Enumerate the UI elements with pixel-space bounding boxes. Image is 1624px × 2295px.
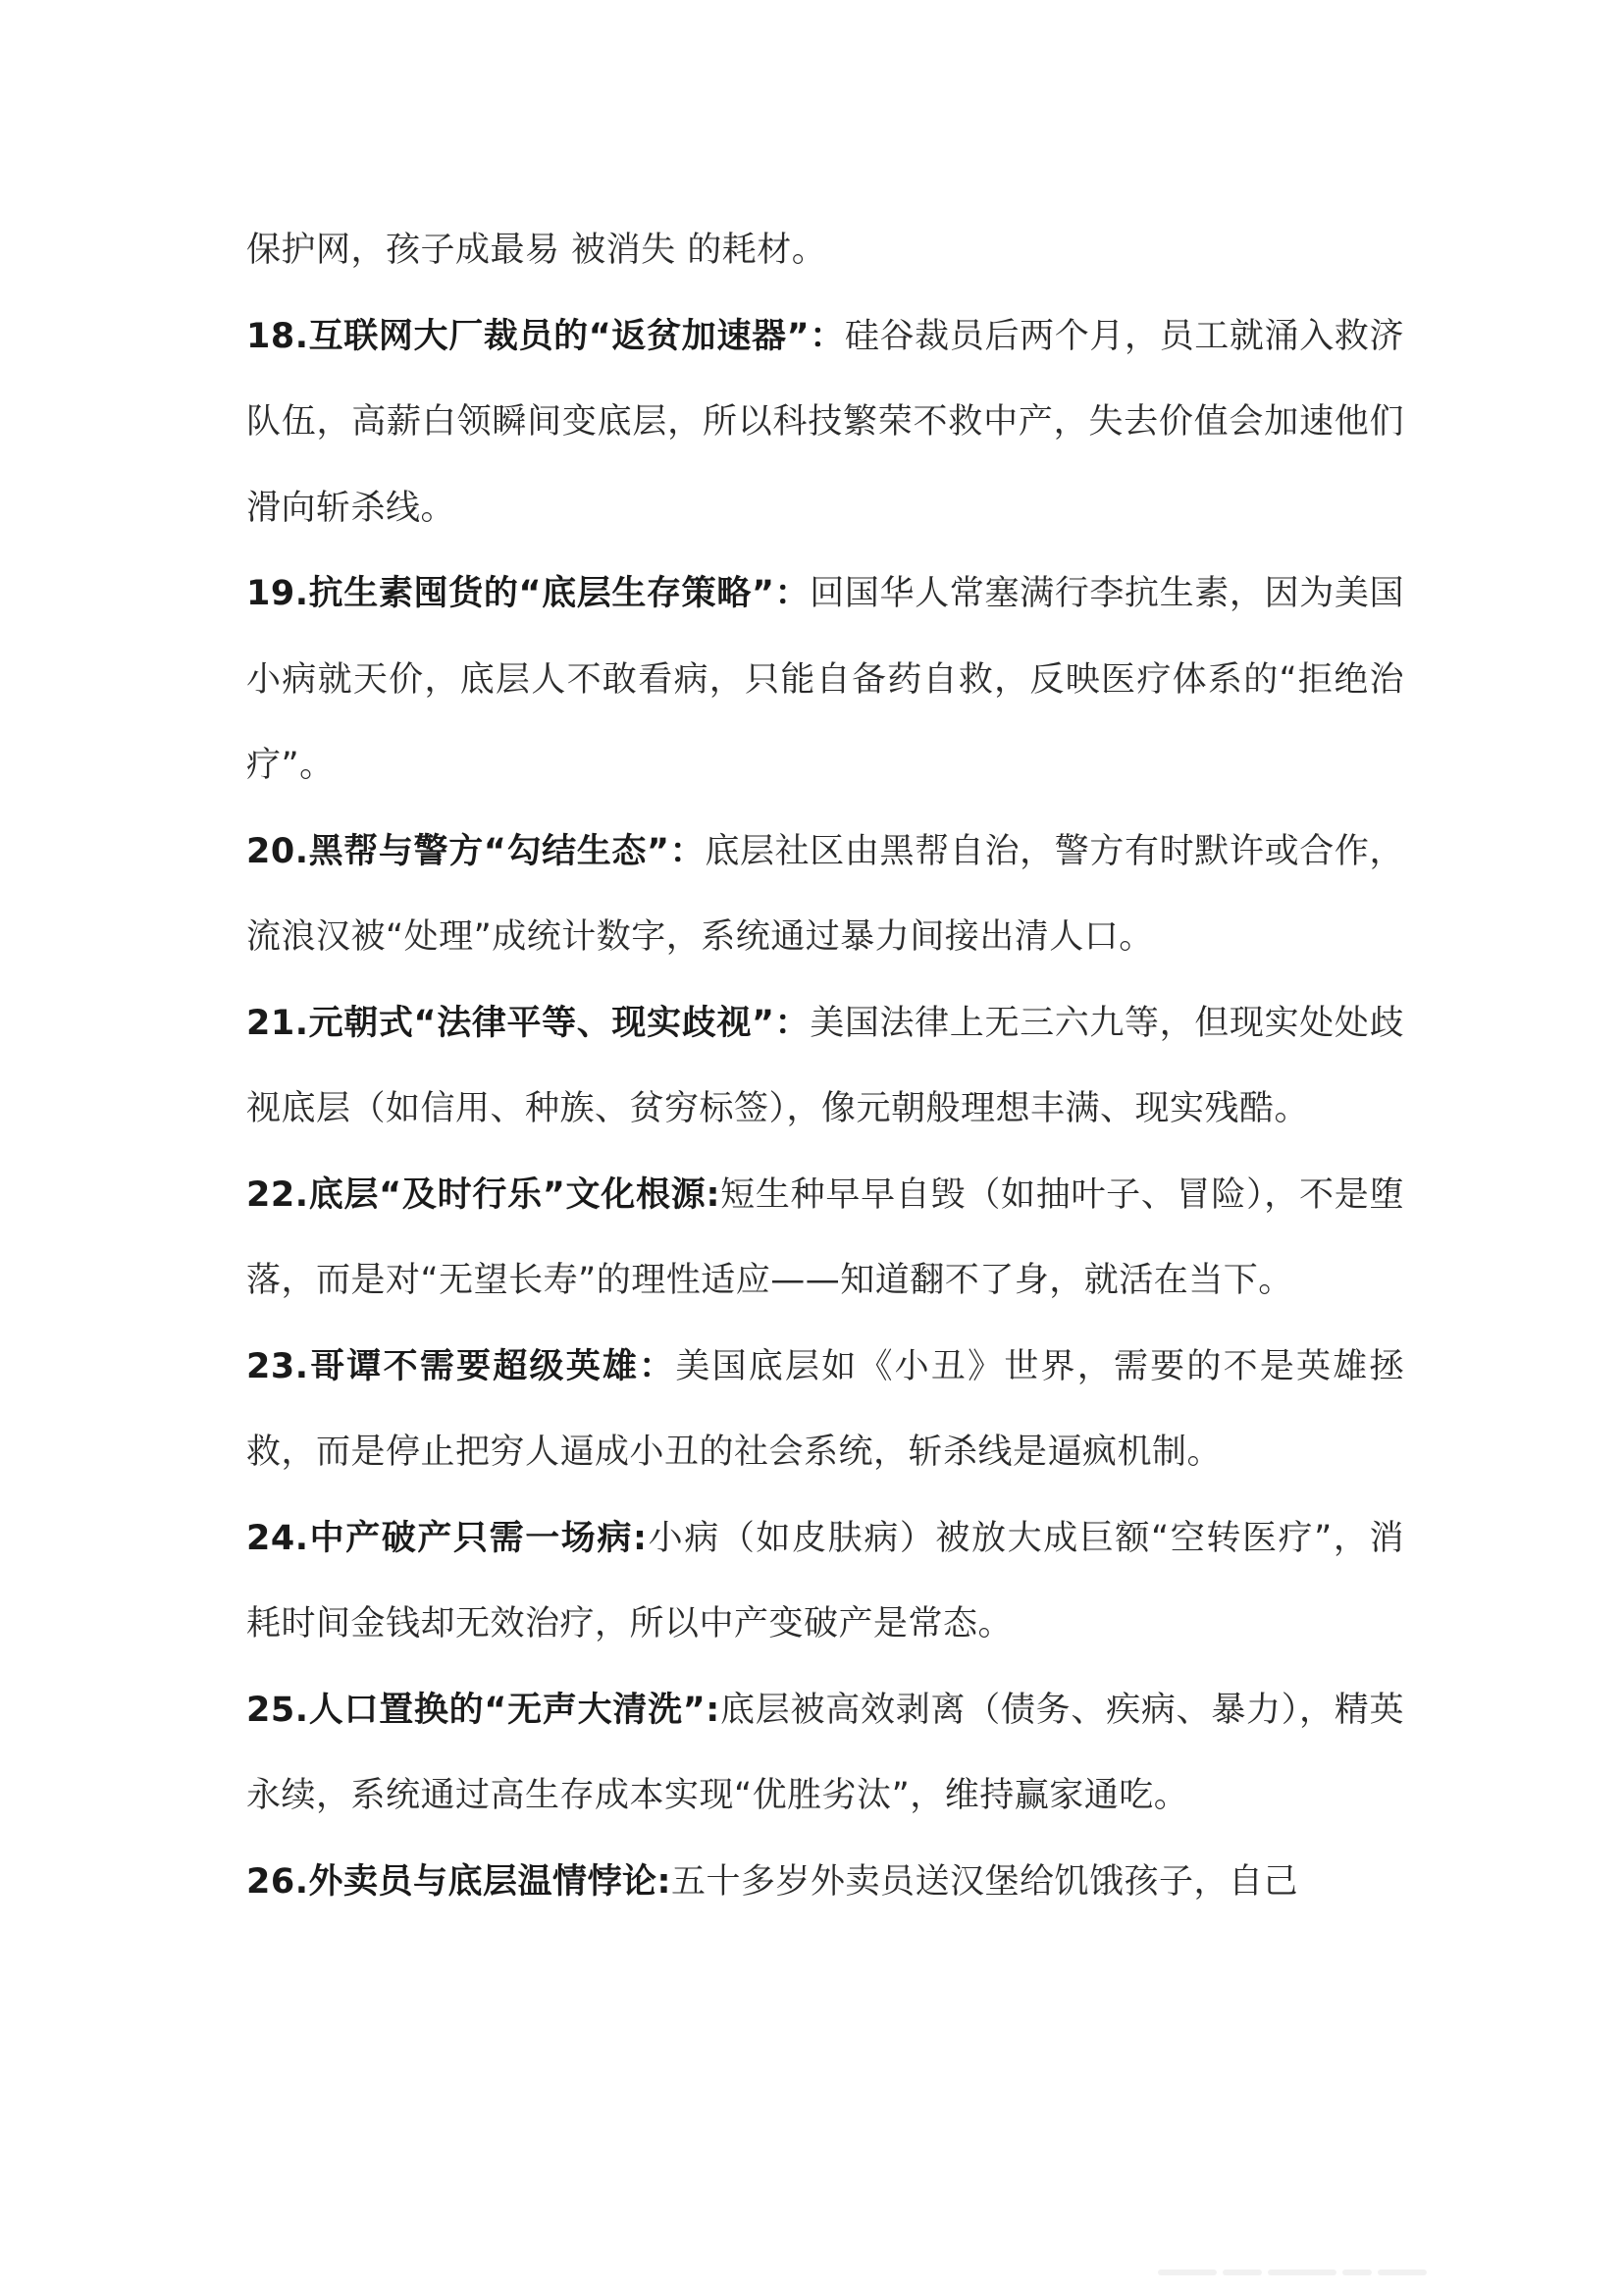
watermark-mark: [1268, 2269, 1336, 2275]
paragraph-heading: 20.黑帮与警方“勾结生态”：: [246, 831, 706, 871]
paragraph-heading: 24.中产破产只需一场病:: [246, 1518, 648, 1558]
paragraph-text: 底层社区由黑帮自治，警方有时默许或合作，流浪汉被“处理”成统计数字，系统通过暴力间接出清人口。: [246, 831, 1404, 957]
paragraph-text: 美国法律上无三六九等，但现实处处歧视底层（如信用、种族、贫穷标签），像元朝般理想丰满、现实残酷。: [246, 1003, 1404, 1128]
paragraph-text: 短生种早早自毁（如抽叶子、冒险），不是堕落，而是对“无望长寿”的理性适应——知道翻不了身，就活在当下。: [246, 1174, 1404, 1300]
paragraph-25: [246, 1668, 1404, 1840]
paragraph-22: [246, 1153, 1404, 1325]
watermark-mark: [1223, 2269, 1262, 2275]
paragraph-text: 小病（如皮肤病）被放大成巨额“空转医疗”，消耗时间金钱却无效治疗，所以中产变破产是常态。: [246, 1518, 1404, 1643]
watermark-mark: [1378, 2269, 1427, 2275]
watermark-mark: [1342, 2269, 1372, 2275]
paragraph-21: [246, 981, 1404, 1153]
paragraph-heading: 19.抗生素囤货的“底层生存策略”：: [246, 574, 811, 613]
paragraph-19: [246, 551, 1404, 809]
paragraph-continuation: [246, 208, 1404, 294]
paragraph-text: 底层被高效剥离（债务、疾病、暴力），精英永续，系统通过高生存成本实现“优胜劣汰”，维持赢家通吃。: [246, 1690, 1404, 1815]
paragraph-24: [246, 1496, 1404, 1668]
watermark: [1158, 2253, 1492, 2292]
paragraph-23: [246, 1325, 1404, 1496]
paragraph-text: 硅谷裁员后两个月，员工就涌入救济队伍，高薪白领瞬间变底层，所以科技繁荣不救中产，失去价值会加速他们滑向斩杀线。: [246, 316, 1404, 528]
watermark-mark: [1158, 2269, 1217, 2275]
paragraph-text: 五十多岁外卖员送汉堡给饥饿孩子，自己: [671, 1861, 1299, 1902]
paragraph-text: 保护网，孩子成最易 被消失 的耗材。: [246, 231, 827, 270]
paragraph-26: [246, 1840, 1404, 1926]
paragraph-heading: 21.元朝式“法律平等、现实歧视”：: [246, 1003, 811, 1043]
article-body: [246, 208, 1404, 1925]
paragraph-heading: 23.哥谭不需要超级英雄：: [246, 1346, 676, 1386]
paragraph-heading: 25.人口置换的“无声大清洗”:: [246, 1690, 720, 1730]
paragraph-text: 回国华人常塞满行李抗生素，因为美国小病就天价，底层人不敢看病，只能自备药自救，反映医疗体系的“拒绝治疗”。: [246, 574, 1404, 785]
paragraph-20: [246, 809, 1404, 981]
paragraph-heading: 18.互联网大厂裁员的“返贫加速器”：: [246, 316, 845, 356]
paragraph-heading: 22.底层“及时行乐”文化根源:: [246, 1174, 720, 1215]
paragraph-text: 美国底层如《小丑》世界，需要的不是英雄拯救，而是停止把穷人逼成小丑的社会系统，斩杀线是逼疯机制。: [246, 1346, 1404, 1472]
paragraph-heading: 26.外卖员与底层温情悖论:: [246, 1861, 671, 1902]
paragraph-18: [246, 294, 1404, 552]
